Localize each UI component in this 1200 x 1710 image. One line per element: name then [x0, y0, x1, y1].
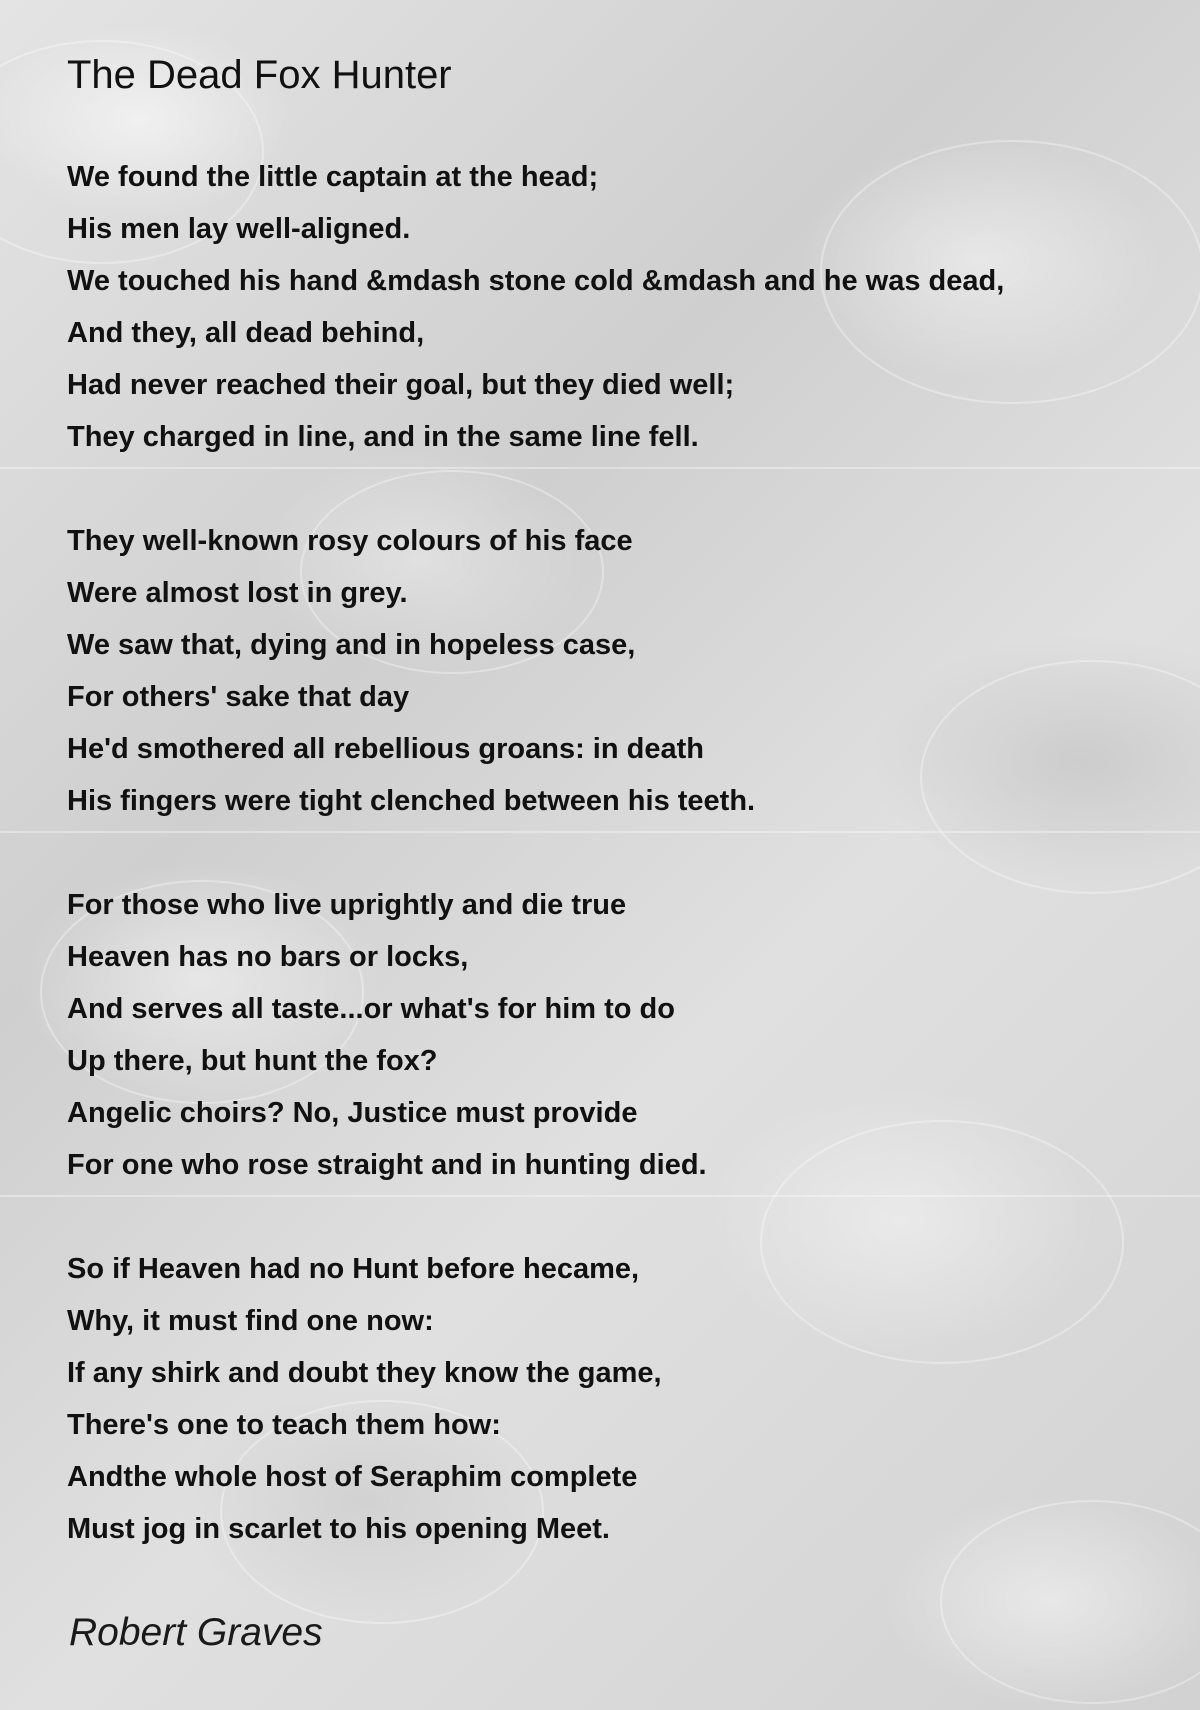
poem-line: Andthe whole host of Seraphim complete — [67, 1461, 638, 1493]
poem-line: Were almost lost in grey. — [67, 577, 408, 609]
stanza — [67, 515, 1177, 827]
poem-line: Why, it must find one now: — [67, 1305, 434, 1337]
poem-line: Angelic choirs? No, Justice must provide — [67, 1097, 638, 1129]
stanza — [67, 151, 1177, 463]
poem-line: And serves all taste...or what's for him to do — [67, 993, 675, 1025]
poem-line: We touched his hand &mdash stone cold &mdash and he was dead, — [67, 265, 1005, 297]
poem-line: For those who live uprightly and die true — [67, 889, 627, 921]
poem-line: And they, all dead behind, — [67, 317, 425, 349]
poem-line: They well-known rosy colours of his face — [67, 525, 633, 557]
poem-line: If any shirk and doubt they know the game, — [67, 1357, 662, 1389]
poem-line: His men lay well-aligned. — [67, 213, 411, 245]
poem-line: For others' sake that day — [67, 681, 410, 713]
stanza — [67, 1243, 1177, 1555]
poem-author: Robert Graves — [69, 1611, 323, 1654]
poem-line: There's one to teach them how: — [67, 1409, 501, 1441]
poem-body — [67, 151, 1177, 1607]
poem-line: His fingers were tight clenched between his teeth. — [67, 785, 756, 817]
poem-line: We saw that, dying and in hopeless case, — [67, 629, 636, 661]
poem-line: Must jog in scarlet to his opening Meet. — [67, 1513, 610, 1545]
poem-line: He'd smothered all rebellious groans: in death — [67, 733, 704, 765]
poem-title: The Dead Fox Hunter — [67, 53, 452, 97]
stanza — [67, 879, 1177, 1191]
poem-line: Heaven has no bars or locks, — [67, 941, 469, 973]
poem-line: Had never reached their goal, but they died well; — [67, 369, 735, 401]
poem-line: We found the little captain at the head; — [67, 161, 599, 193]
poem-line: Up there, but hunt the fox? — [67, 1045, 438, 1077]
poem-line: So if Heaven had no Hunt before hecame, — [67, 1253, 640, 1285]
poem-line: They charged in line, and in the same line fell. — [67, 421, 699, 453]
poem-line: For one who rose straight and in hunting died. — [67, 1149, 707, 1181]
